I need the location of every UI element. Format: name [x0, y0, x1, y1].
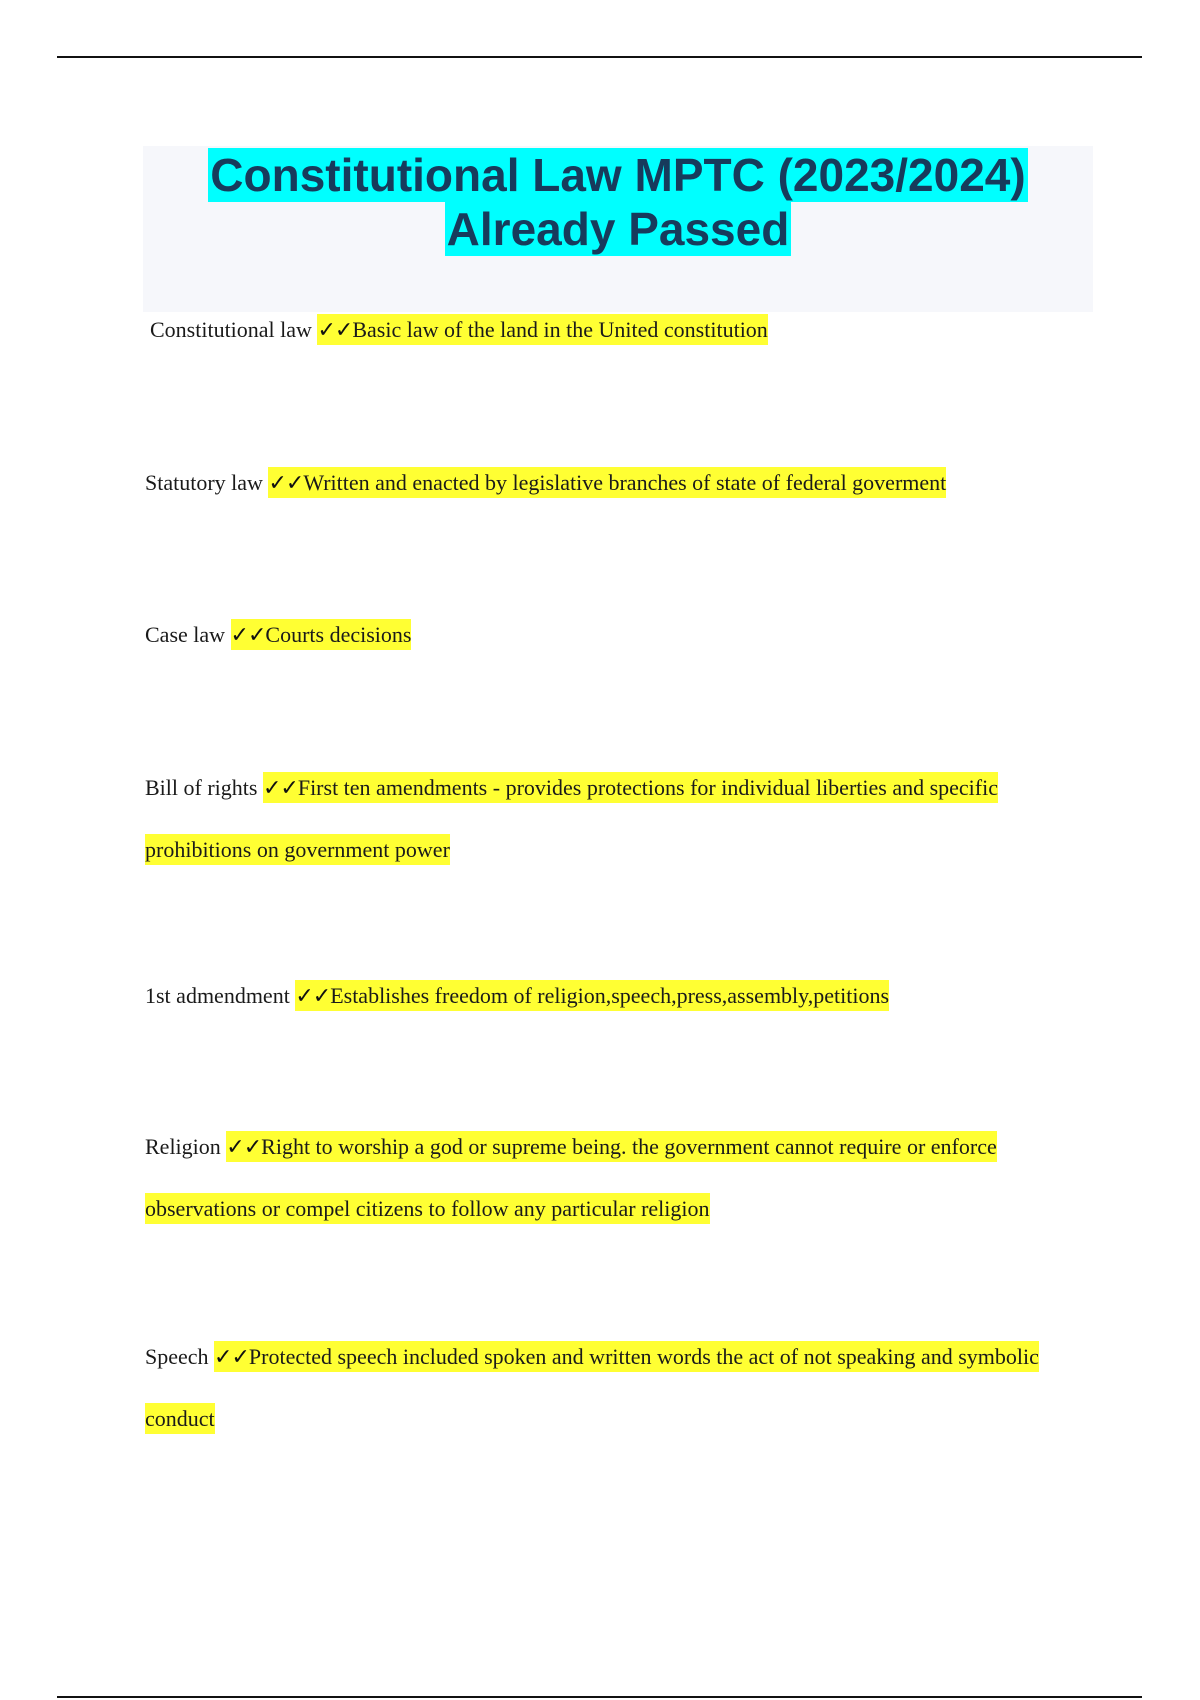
entry-answer: [145, 1341, 1039, 1434]
entry-definition: Basic law of the land in the United constitution: [352, 317, 768, 342]
entry-definition: Protected speech included spoken and written words the act of not speaking and symbolic conduct: [145, 1344, 1039, 1431]
entry-definition: Written and enacted by legislative branches of state of federal goverment: [303, 470, 947, 495]
entry-answer: [317, 314, 767, 345]
entry-definition: Right to worship a god or supreme being. the government cannot require or enforce observations or compel citizens to follow any particular religion: [145, 1134, 997, 1221]
double-check-icon: ✓✓: [262, 776, 298, 801]
entry-term: Case law: [145, 622, 226, 647]
entry-1st-amendment: [145, 965, 1085, 1027]
entry-term: Statutory law: [145, 470, 263, 495]
entry-term: 1st admendment: [145, 983, 290, 1008]
document-title-line-1: Constitutional Law MPTC (2023/2024): [210, 149, 1026, 201]
double-check-icon: ✓✓: [317, 318, 353, 343]
footer-rule: [57, 1696, 1142, 1698]
entry-answer: [145, 772, 998, 865]
double-check-icon: ✓✓: [230, 623, 266, 648]
entry-term: Constitutional law: [150, 317, 312, 342]
entry-answer: [145, 1131, 997, 1224]
double-check-icon: ✓✓: [226, 1135, 262, 1160]
double-check-icon: ✓✓: [268, 471, 304, 496]
entry-answer: [295, 980, 889, 1011]
entry-statutory-law: [145, 452, 1085, 514]
entry-definition: Establishes freedom of religion,speech,press,assembly,petitions: [330, 983, 890, 1008]
entry-case-law: [145, 604, 1085, 666]
double-check-icon: ✓✓: [214, 1345, 249, 1370]
entry-religion: [145, 1116, 1085, 1239]
title-block: [143, 146, 1093, 312]
document-title-line-2: Already Passed: [446, 203, 790, 255]
entry-bill-of-rights: [145, 757, 1085, 880]
entry-answer: [268, 467, 946, 498]
entry-speech: [145, 1326, 1085, 1449]
entry-definition: First ten amendments - provides protections for individual liberties and specific prohibitions on government power: [145, 775, 998, 862]
entry-definition: Courts decisions: [265, 622, 412, 647]
entry-term: Religion: [145, 1134, 221, 1159]
double-check-icon: ✓✓: [295, 984, 331, 1009]
entry-term: Speech: [145, 1344, 209, 1369]
entry-answer: [231, 619, 412, 650]
entry-constitutional-law: [150, 299, 1090, 361]
header-rule: [57, 56, 1142, 58]
entry-term: Bill of rights: [145, 775, 258, 800]
